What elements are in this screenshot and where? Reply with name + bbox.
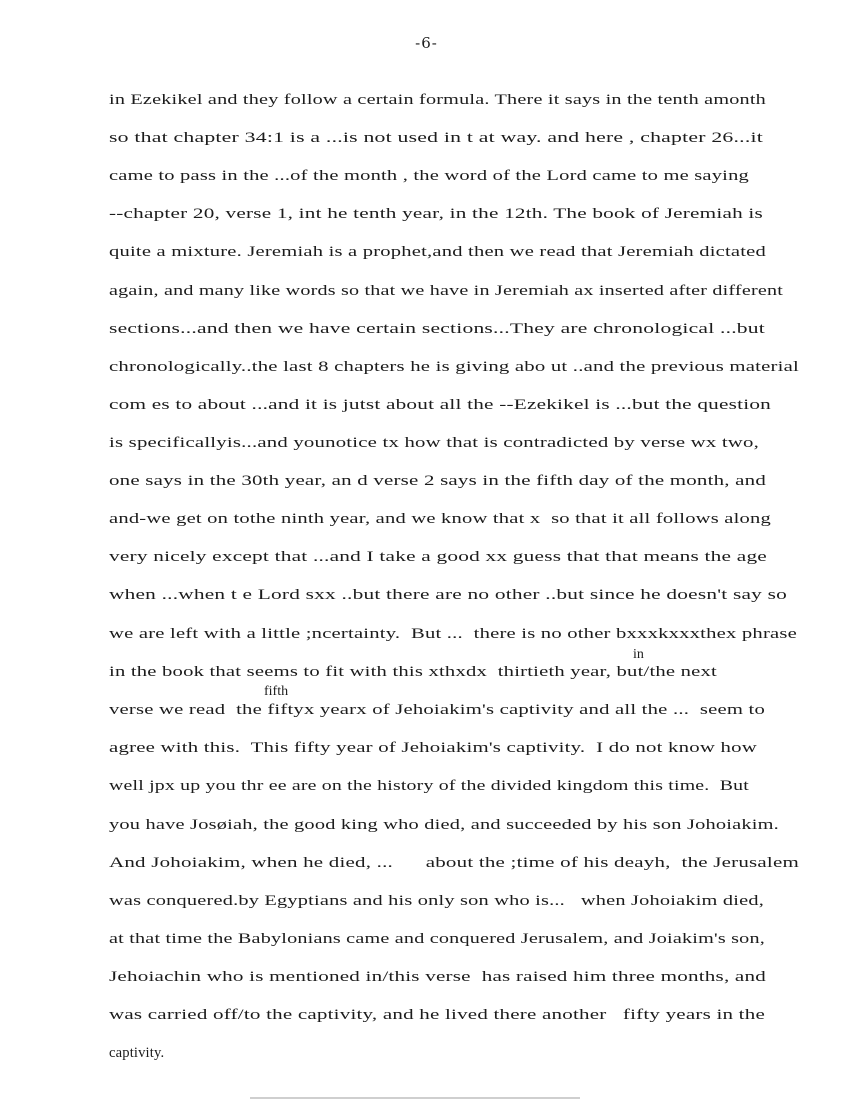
page-number: -6- bbox=[415, 34, 438, 52]
text-line: and-we get on tothe ninth year, and we know that x so that it all follows along bbox=[109, 511, 771, 527]
text-line: one says in the 30th year, an d verse 2 says in the fifth day of the month, and bbox=[109, 473, 766, 489]
text-line: when ...when t e Lord sxx ..but there are no other ..but since he doesn't say so bbox=[109, 587, 787, 603]
text-line: And Johoiakim, when he died, ... about the ;time of his deayh, the Jerusalem bbox=[109, 855, 799, 871]
text-line: so that chapter 34:1 is a ...is not used in t at way. and here , chapter 26...it bbox=[109, 130, 763, 146]
text-line: again, and many like words so that we have in Jeremiah ax inserted after different bbox=[109, 283, 783, 299]
text-line: chronologically..the last 8 chapters he is giving abo ut ..and the previous material bbox=[109, 359, 799, 375]
text-line: we are left with a little ;ncertainty. But ... there is no other bxxxkxxxthex phrase bbox=[109, 626, 797, 642]
text-line: was conquered.by Egyptians and his only son who is... when Johoiakim died, bbox=[109, 893, 764, 909]
text-line: you have Josøiah, the good king who died, and succeeded by his son Johoiakim. bbox=[109, 817, 779, 833]
text-line: Jehoiachin who is mentioned in/this verse has raised him three months, and bbox=[109, 969, 766, 985]
handwritten-insertion-in: in bbox=[633, 647, 644, 662]
text-line: in the book that seems to fit with this xthxdx thirtieth year, but/the next bbox=[109, 664, 717, 680]
text-line: well jpx up you thr ee are on the history of the divided kingdom this time. But bbox=[109, 778, 749, 794]
text-line: at that time the Babylonians came and conquered Jerusalem, and Joiakim's son, bbox=[109, 931, 765, 947]
text-line: was carried off/to the captivity, and he lived there another fifty years in the bbox=[109, 1007, 765, 1023]
text-line: in Ezekikel and they follow a certain formula. There it says in the tenth amonth bbox=[109, 92, 766, 108]
text-line: agree with this. This fifty year of Jehoiakim's captivity. I do not know how bbox=[109, 740, 757, 756]
text-line: --chapter 20, verse 1, int he tenth year, in the 12th. The book of Jeremiah is bbox=[109, 206, 763, 222]
text-line: quite a mixture. Jeremiah is a prophet,and then we read that Jeremiah dictated bbox=[109, 244, 766, 260]
text-line: very nicely except that ...and I take a good xx guess that that means the age bbox=[109, 549, 767, 565]
text-line: verse we read the fiftyx yearx of Jehoiakim's captivity and all the ... seem to bbox=[109, 702, 765, 718]
text-line: sections...and then we have certain sections...They are chronological ...but bbox=[109, 321, 765, 337]
text-line: captivity. bbox=[109, 1045, 165, 1061]
text-line: came to pass in the ...of the month , the word of the Lord came to me saying bbox=[109, 168, 749, 184]
text-line: com es to about ...and it is jutst about all the --Ezekikel is ...but the question bbox=[109, 397, 771, 413]
text-line: is specificallyis...and younotice tx how that is contradicted by verse wx two, bbox=[109, 435, 759, 451]
handwritten-insertion-fifth: fifth bbox=[264, 684, 289, 699]
scan-artifact-bottom bbox=[250, 1097, 580, 1099]
